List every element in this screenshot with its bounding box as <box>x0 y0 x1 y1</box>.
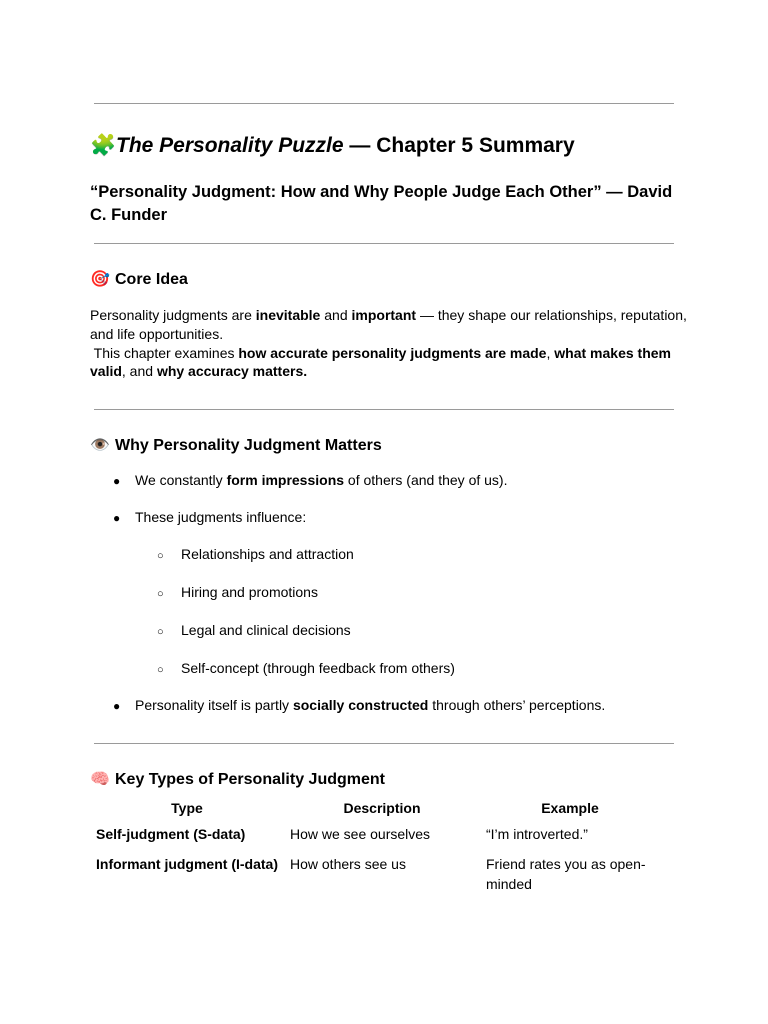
eye-icon: 👁️ <box>90 437 110 454</box>
table-cell: Friend rates you as open-minded <box>486 856 646 892</box>
text-span: This chapter examines <box>90 344 239 361</box>
bold-text: inevitable <box>255 307 321 323</box>
table-cell: Self-judgment (S-data) <box>96 826 246 842</box>
hollow-bullet-icon: ○ <box>157 588 164 600</box>
sub-list-item <box>157 584 318 600</box>
hollow-bullet-icon: ○ <box>157 626 164 638</box>
text-span: Personality judgments are <box>90 307 256 323</box>
column-header-example: Example <box>541 800 599 816</box>
table-row <box>90 854 660 894</box>
hollow-bullet-icon: ○ <box>157 550 164 562</box>
text-span: through others’ perceptions. <box>428 697 606 713</box>
bold-text: why accuracy matters. <box>156 363 308 380</box>
text-span: and <box>320 307 352 323</box>
table-cell: How others see us <box>290 856 406 872</box>
bold-text: form impressions <box>226 472 345 488</box>
bullet-icon: ● <box>113 511 121 525</box>
divider <box>94 409 674 410</box>
column-header-type: Type <box>171 800 203 816</box>
divider <box>94 103 674 104</box>
text-span: We constantly <box>135 472 227 488</box>
table-header-row <box>90 800 660 822</box>
bold-text: how accurate personality judgments are made <box>238 344 547 361</box>
book-title: The Personality Puzzle <box>116 134 344 157</box>
text-span: Self-concept (through feedback from others) <box>181 660 455 676</box>
bold-text: what makes them valid <box>90 344 671 380</box>
text-span: Relationships and attraction <box>181 546 354 562</box>
section-heading-label: Why Personality Judgment Matters <box>115 437 382 454</box>
table-cell: “I’m introverted.” <box>486 826 588 842</box>
list-item <box>113 697 605 713</box>
bold-text: important <box>351 307 417 323</box>
text-span: of others (and they of us). <box>344 472 508 488</box>
target-icon: 🎯 <box>90 271 110 288</box>
section-heading-why-matters <box>90 435 382 455</box>
list-item <box>113 472 507 488</box>
sub-list-item <box>157 660 455 676</box>
section-heading-label: Key Types of Personality Judgment <box>115 771 385 788</box>
bold-text: socially constructed <box>292 697 429 713</box>
hollow-bullet-icon: ○ <box>157 664 164 676</box>
section-heading-core-idea <box>90 269 188 289</box>
brain-icon: 🧠 <box>90 771 110 788</box>
text-span: Hiring and promotions <box>181 584 318 600</box>
table-cell: How we see ourselves <box>290 826 431 842</box>
chapter-label: — Chapter 5 Summary <box>343 134 575 157</box>
puzzle-icon: 🧩 <box>90 134 117 157</box>
text-span: These judgments influence: <box>135 509 307 525</box>
divider <box>94 743 674 744</box>
section-heading-label: Core Idea <box>115 271 188 288</box>
bullet-icon: ● <box>113 474 121 488</box>
section-heading-key-types <box>90 769 385 789</box>
document-subtitle: “Personality Judgment: How and Why People Judge Each Other” — David C. Funder <box>90 183 673 224</box>
document-title <box>90 134 575 158</box>
judgment-types-table <box>90 800 660 894</box>
text-span: — they shape our relationships, reputation, and life opportunities. <box>90 307 687 342</box>
text-span: Personality itself is partly <box>135 697 293 713</box>
text-span: , and <box>121 363 157 380</box>
sub-list-item <box>157 622 351 638</box>
core-idea-paragraph <box>90 306 690 381</box>
column-header-description: Description <box>343 800 421 816</box>
bullet-icon: ● <box>113 699 121 713</box>
text-span: , <box>546 344 555 361</box>
table-cell: Informant judgment (I-data) <box>96 856 278 872</box>
table-row <box>90 822 660 854</box>
divider <box>94 243 674 244</box>
list-item <box>113 509 306 525</box>
text-span: Legal and clinical decisions <box>181 622 351 638</box>
sub-list-item <box>157 546 354 562</box>
